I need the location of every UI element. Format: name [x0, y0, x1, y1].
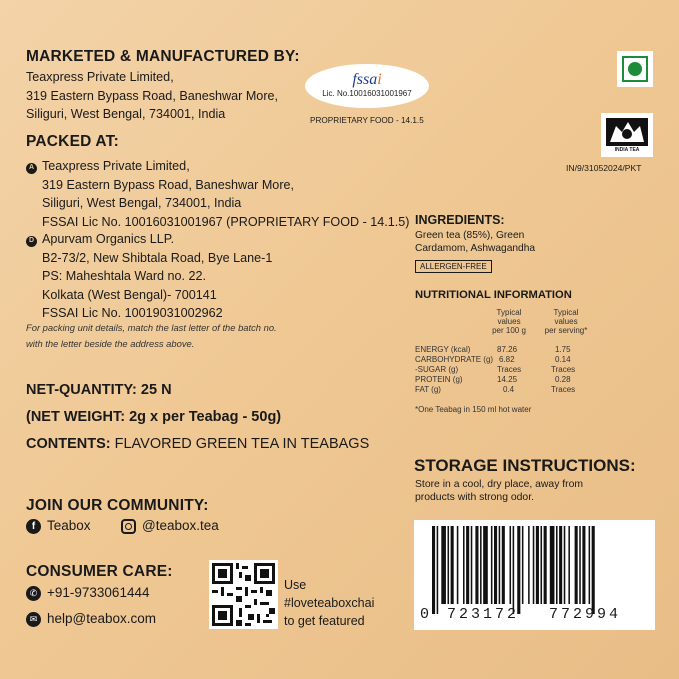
contents	[26, 436, 369, 452]
address-line: PS: Maheshtala Ward no. 22.	[42, 269, 207, 283]
barcode-bar	[517, 526, 520, 614]
packer-letter-badge: A	[26, 163, 37, 174]
barcode-bar	[437, 526, 439, 614]
nutrient-label: ENERGY (kcal)	[415, 345, 471, 354]
barcode-digit-left: 0	[420, 606, 430, 623]
nutrient-serving: Traces	[551, 365, 576, 374]
barcode-bar	[471, 526, 473, 604]
barcode-bar	[463, 526, 465, 604]
barcode-bar	[475, 526, 478, 604]
pkt-code: IN/9/31052024/PKT	[566, 163, 642, 173]
nutrient-serving: 0.28	[555, 375, 571, 384]
barcode-bar	[568, 526, 570, 604]
nutrition-col-serving	[541, 308, 591, 335]
instagram-handle: @teabox.tea	[142, 518, 219, 533]
nutrient-serving: 0.14	[555, 355, 571, 364]
facebook-link[interactable]	[26, 518, 91, 534]
barcode-bar	[513, 526, 515, 614]
nutrient-per100: Traces	[497, 365, 522, 374]
email-address: help@teabox.com	[47, 611, 157, 626]
nutrient-label: PROTEIN (g)	[415, 375, 463, 384]
ingredients-heading: INGREDIENTS:	[415, 213, 505, 227]
nutrient-per100: 6.82	[499, 355, 515, 364]
address-line: Teaxpress Private Limited,	[42, 159, 190, 173]
barcode-bar	[451, 526, 454, 604]
marketed-address	[26, 68, 278, 124]
storage-line: Store in a cool, dry place, away from	[415, 479, 584, 490]
india-tea-emblem-icon	[606, 118, 648, 146]
email-link[interactable]	[26, 611, 156, 627]
qr-promo	[284, 576, 374, 630]
community-heading: JOIN OUR COMMUNITY:	[26, 497, 209, 514]
phone-number: +91-9733061444	[47, 585, 150, 600]
barcode-bar	[480, 526, 482, 604]
nutrition-heading: NUTRITIONAL INFORMATION	[415, 289, 572, 301]
india-tea-logo	[601, 113, 653, 157]
nutrition-footnote: *One Teabag in 150 ml hot water	[415, 405, 532, 414]
barcode-bar	[466, 526, 469, 604]
qr-promo-line: #loveteaboxchai	[284, 596, 375, 610]
storage-heading: STORAGE INSTRUCTIONS:	[414, 456, 636, 475]
marketed-heading: MARKETED & MANUFACTURED BY:	[26, 48, 300, 65]
col-header-line: per 100 g	[492, 326, 526, 335]
india-tea-label: INDIA TEA	[614, 146, 640, 153]
net-quantity: NET-QUANTITY: 25 N	[26, 382, 172, 398]
col-header-line: per serving*	[544, 326, 588, 335]
barcode-bar	[522, 526, 524, 604]
barcode-bar	[499, 526, 501, 604]
barcode-bar	[494, 526, 497, 604]
barcode-bar	[533, 526, 535, 604]
barcode-bar	[491, 526, 493, 604]
address-line: Kolkata (West Bengal)- 700141	[42, 287, 217, 302]
barcode-bar	[579, 526, 581, 604]
col-header-line: Typical	[553, 308, 579, 317]
address-line: Teaxpress Private Limited,	[26, 70, 174, 84]
contents-label: CONTENTS:	[26, 436, 111, 452]
col-header-line: Typical	[496, 308, 522, 317]
packer-a	[26, 157, 410, 231]
barcode-bar	[556, 526, 558, 604]
packed-heading: PACKED AT:	[26, 133, 119, 150]
address-line: 319 Eastern Bypass Road, Baneshwar More,	[42, 177, 295, 192]
packer-d	[26, 230, 272, 323]
packing-note	[26, 320, 277, 352]
nutrient-serving: Traces	[551, 385, 576, 394]
barcode-bar	[589, 526, 591, 604]
barcode-bar	[550, 526, 555, 604]
barcode-bar	[441, 526, 446, 604]
barcode-bar	[575, 526, 578, 604]
qr-promo-line: Use	[284, 578, 307, 592]
barcode-bar	[536, 526, 539, 604]
net-weight: (NET WEIGHT: 2g x per Teabag - 50g)	[26, 409, 282, 425]
phone-link[interactable]	[26, 585, 149, 601]
barcode-bar	[510, 526, 512, 604]
nutrient-serving: 1.75	[555, 345, 571, 354]
address-line: 319 Eastern Bypass Road, Baneshwar More,	[26, 88, 279, 103]
barcode-bar	[592, 526, 595, 614]
qr-code[interactable]	[209, 560, 278, 629]
barcode-bar	[502, 526, 505, 604]
address-line: FSSAI Lic No. 10019031002962	[42, 306, 223, 320]
fssai-license: Lic. No.10016031001967	[322, 89, 412, 98]
address-line: Apurvam Organics LLP.	[42, 232, 175, 246]
nutrient-per100: 14.25	[497, 375, 518, 384]
fssai-logo: fssai	[352, 71, 382, 88]
col-header-line: values	[554, 317, 578, 326]
barcode-bar	[432, 526, 435, 614]
qr-code-icon	[209, 560, 278, 629]
note-line: with the letter beside the address above.	[26, 338, 195, 349]
facebook-handle: Teabox	[47, 518, 91, 533]
storage-text	[415, 478, 583, 504]
fssai-logo-badge	[305, 64, 429, 108]
nutrient-label: CARBOHYDRATE (g)	[415, 355, 494, 364]
email-icon: ✉	[26, 612, 41, 627]
address-line: B2-73/2, New Shibtala Road, Bye Lane-1	[42, 250, 273, 265]
barcode-bar	[541, 526, 543, 604]
barcode-bar	[544, 526, 547, 604]
address-line: Siliguri, West Bengal, 734001, India	[42, 196, 242, 210]
ingredients-list	[415, 229, 535, 255]
ingredient-line: Cardamom, Ashwagandha	[415, 243, 536, 254]
barcode-bar	[448, 526, 450, 604]
facebook-icon: f	[26, 519, 41, 534]
barcode-group2: 772994	[549, 606, 622, 623]
barcode-bar	[483, 526, 488, 604]
nutrient-label: FAT (g)	[415, 385, 441, 394]
contents-value: FLAVORED GREEN TEA IN TEABAGS	[114, 436, 370, 452]
ingredient-line: Green tea (85%), Green	[415, 230, 525, 241]
barcode-bar	[559, 526, 562, 604]
instagram-icon	[121, 519, 136, 534]
barcode-bar	[457, 526, 459, 604]
phone-icon: ✆	[26, 586, 41, 601]
storage-line: products with strong odor.	[415, 492, 534, 503]
nutrition-col-per100	[486, 308, 532, 335]
barcode	[414, 520, 655, 630]
barcode-group1: 723172	[447, 606, 520, 623]
qr-promo-line: to get featured	[284, 614, 365, 628]
allergen-badge: ALLERGEN-FREE	[415, 260, 492, 273]
instagram-link[interactable]	[121, 518, 219, 534]
address-line: FSSAI Lic No. 10016031001967 (PROPRIETARY FOOD - 14.1.5)	[42, 214, 410, 229]
packer-letter-badge: D	[26, 236, 37, 247]
nutrient-label: -SUGAR (g)	[415, 365, 459, 374]
nutrient-per100: 87.26	[497, 345, 518, 354]
consumer-care-heading: CONSUMER CARE:	[26, 563, 173, 580]
address-line: Siliguri, West Bengal, 734001, India	[26, 107, 226, 121]
col-header-line: values	[497, 317, 521, 326]
veg-icon	[617, 51, 653, 87]
note-line: For packing unit details, match the last letter of the batch no.	[26, 322, 277, 333]
barcode-bar	[564, 526, 566, 604]
barcode-bar	[528, 526, 530, 604]
barcode-bar	[582, 526, 585, 604]
fssai-category: PROPRIETARY FOOD - 14.1.5	[310, 116, 424, 125]
nutrient-per100: 0.4	[503, 385, 515, 394]
